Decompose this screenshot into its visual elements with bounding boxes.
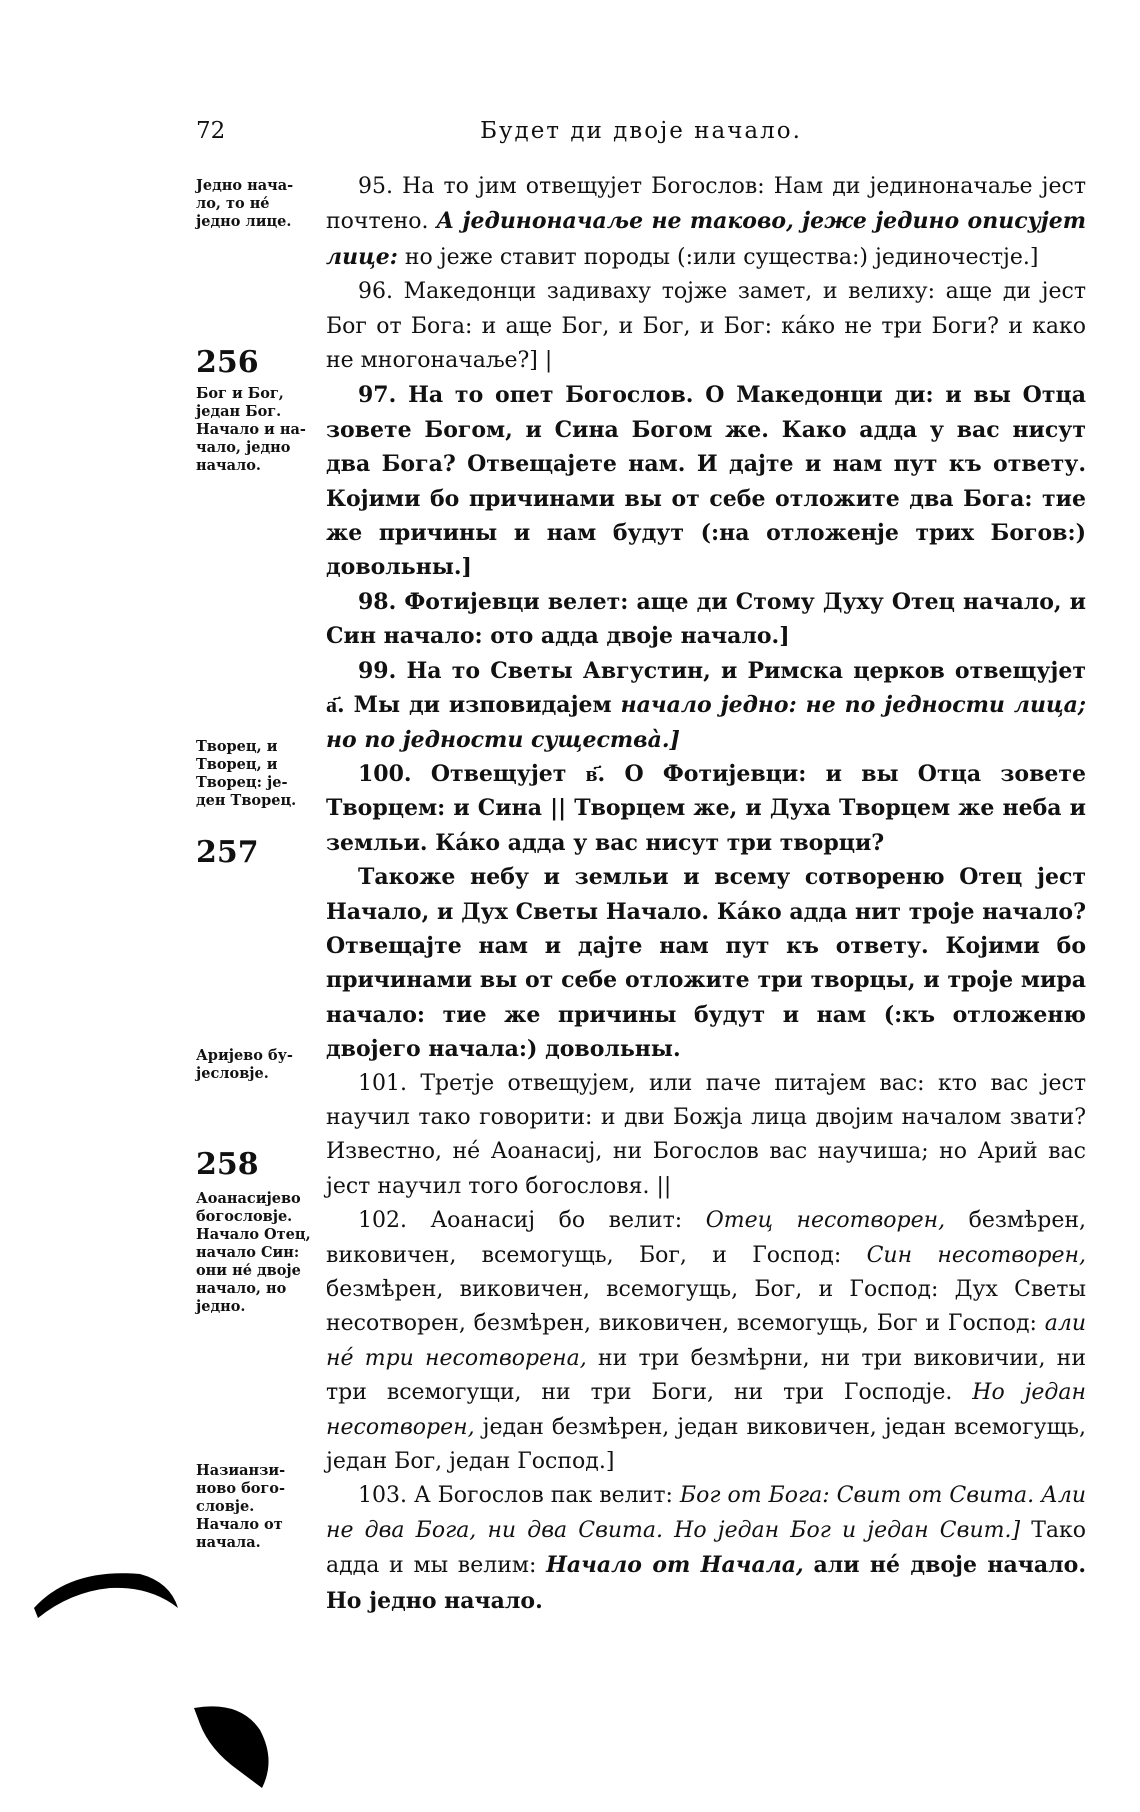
page-header	[196, 118, 1086, 152]
paragraph-95: 95. На то јим отвещујет Богослов: Нам ди јединоначаље јест почтено. А јединоначаље не таково, јеже једино описујет лице: но јеже ставит породы (:или существа:) јединочестје.]	[326, 174, 1086, 270]
margin-note: Назианзи- ново бого- словје. Начало от начала.	[196, 1462, 286, 1551]
page-number: 72	[196, 118, 226, 144]
paragraph-103: 103. А Богослов пак велит: Бог от Бога: Свит от Свита. Али не два Бога, ни два Свита. Но један Бог и један Свит.] Тако адда и мы велим: Начало от Начала, али не́ двоје начало. Но једно начало.	[326, 1483, 1086, 1614]
paragraph-100: 100. Отвещујет в҃. О Фотијевци: и вы Отца зовете Творцем: и Сина || Творцем же, и Духа Творцем же неба и земльи. Ка́ко адда у вас нисут три творци?	[326, 760, 1086, 856]
ink-blot-bottom	[190, 1700, 280, 1790]
paragraph-97: 97. На то опет Богослов. О Македонци ди: и вы Отца зовете Богом, и Сина Богом же. Како адда у вас нисут два Бога? Отвещајете нам. И дајте и нам пут къ ответу. Којими бо причинами вы от себе отложите два Бога: тие же причины и нам будут (:на отложенје трих Богов:) довольны.]	[326, 382, 1086, 581]
margin-page-number: 257	[196, 835, 259, 870]
margin-note: Творец, и Творец, и Творец: је- ден Творец.	[196, 738, 297, 809]
paragraph-96: 96. Македонци задиваху тоjже замет, и велиху: аще ди јест Бог от Бога: и аще Бог, и Бог, и Бог: ка́ко не три Боги? и како не многоначаље?] |	[326, 279, 1086, 374]
paragraph-101: 101. Третје отвещујем, или паче питајем вас: кто вас јест научил тако говорити: и дви Божја лица двојим началом звати? Известно, не́ Аоанасиј, ни Богослов вас научиша; но Арий вас јест научил того богословя. ||	[326, 1070, 1086, 1199]
ink-blot-top	[30, 1560, 180, 1620]
margin-note: Једно нача- ло, то не́ једно лице.	[196, 177, 294, 230]
paragraph-98: 98. Фотијевци велет: аще ди Стому Духу Отец начало, и Син начало: ото адда двоје начало.]	[326, 588, 1086, 650]
margin-page-number: 256	[196, 345, 259, 380]
margin-note: Бог и Бог, један Бог. Начало и на- чало, једно начало.	[196, 385, 306, 474]
margin-page-number: 258	[196, 1147, 259, 1182]
margin-note: Аријево бу- јесловје.	[196, 1047, 293, 1082]
paragraph-100-continued: Такоже небу и земльи и всему сотвореню Отец јест Начало, и Дух Светы Начало. Ка́ко адда нит троје начало? Отвещајте нам и дајте нам пут къ ответу. Којими бо причинами вы от себе отложите три творцы, и троје мира начало: тие же причины будут и нам (:къ отложеню двојего начала:) довольны.	[326, 864, 1086, 1063]
running-title: Будет ди двоје начало.	[480, 118, 802, 144]
paragraph-102: 102. Аоанасиј бо велит: Отец несотворен, безмѣрен, виковичен, всемогущь, Бог, и Господ: Син несотворен, безмѣрен, виковичен, всемогущь, Бог, и Господ: Дух Светы несотворен, безмѣрен, виковичен, всемогущь, Бог и Господ: али не́ три несотворена, ни три безмѣрни, ни три виковичии, ни три всемогущи, ни три Боги, ни три Господје. Но један несотворен, један безмѣрен, један виковичен, један всемогущь, један Бог, један Господ.]	[326, 1208, 1087, 1475]
main-text-column	[326, 170, 1086, 1619]
margin-note: Аоанасијево богословје. Начало Отец, начало Син: они не́ двоје начало, но једно.	[196, 1190, 311, 1315]
paragraph-99: 99. На то Светы Августин, и Римска церков отвещујет а҃. Мы ди изповидајем начало једно: не по једности лица; но по једности существа̀.]	[326, 657, 1087, 753]
